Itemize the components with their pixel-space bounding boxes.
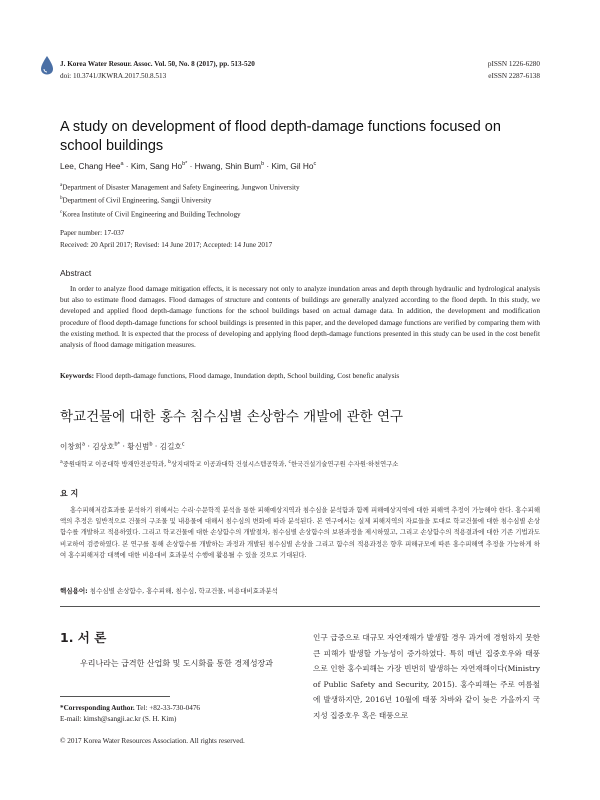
korean-keywords-text: 침수심별 손상함수, 홍수피해, 침수심, 학교건물, 비용대비효과분석 [89,587,278,595]
paper-title: A study on development of flood depth-damage functions focused on school buildings [60,119,501,154]
body-text-right: 인구 급증으로 대규모 자연재해가 발생할 경우 과거에 경험하지 못한 큰 피해가 발생할 가능성이 증가하였다. 특히 매년 집중호우와 태풍으로 인한 홍수피해는 가장 빈번히 발생하는 자연재해이다(Ministry of Public Safety and Security, 2015). 홍수피해는 주로 여름철에 발생하지만, 2016년 10월에 태풍 차바와 같이 늦은 가을까지 국지성 집중호우 혹은 태풍으로 [313,633,540,720]
doi[interactable]: doi: 10.3741/JKWRA.2017.50.8.513 [60,72,167,80]
paper-info [60,227,272,251]
author-list: Lee, Chang Hee$^a$ · Kim, Sang $Ho^{b*}$ · Hwang, Shin Bum$^b$ · Kim, Gil Ho$^c$ [60,161,317,171]
author-name: Lee, Chang Hee [60,161,121,171]
affiliations [60,180,300,220]
copyright: © 2017 Korea Water Resources Association. All rights reserved. [60,737,245,745]
issn-block [488,58,540,82]
abstract-text: In order to analyze flood damage mitigation effects, it is necessary not only to analyze inundation areas and depth through hydraulic and hydrological analysis but also to estimate flood damages. Flood damages of structure and contents of buildings are generally analyzed according to the flood depth. In this study, we developed and applied flood depth-damage functions for the school buildings based on actual damage data. In addition, the development and modification procedure of flood depth-damage functions for school buildings is presented in this paper, and the developed damage functions are verified by comparing them with the existing method. It is expected that the process of developing and applying flood depth-damage functions presented in this study can be used in the cost benefit analysis of flood damage mitigation measures. [60,284,540,350]
keywords-text: Flood depth-damage functions, Flood damage, Inundation depth, School building, Cost benefic analysis [95,371,400,380]
journal-header [60,58,255,82]
korean-author-list: 이창희$^a$ · 김상호$^{b*}$ · 황신범$^b$ · 김길호$^c$ [60,441,185,451]
korean-author-name: 황신범 [127,442,150,451]
korean-author-name: 김상호 [92,442,115,451]
affiliation-item: $^b$Department of Civil Engineering, Sangji University [60,196,212,205]
affiliation-item: $^a$Department of Disaster Management and Safety Engineering, Jungwon University [60,183,300,192]
pissn: pISSN 1226-6280 [487,60,540,68]
keywords-label: Keywords: [60,371,95,380]
paper-number: Paper number: 17-037 [60,229,125,237]
korean-title: 학교건물에 대한 홍수 침수심별 손상함수 개발에 관한 연구 [60,409,404,425]
abstract-heading: Abstract [60,268,92,278]
journal-citation: J. Korea Water Resour. Assoc. Vol. 50, No. 8 (2017), pp. 513-520 [60,60,255,68]
journal-logo [40,55,54,75]
corresponding-tel: Tel: +82-33-730-0476 [136,704,201,712]
section-divider [60,606,540,607]
korean-abstract-text: 홍수피해저감효과를 분석하기 위해서는 수리·수문학적 분석을 통한 피해예상지역과 침수심을 분석함과 함께 피해예상지역에 대한 피해액 추정이 가능해야 한다. 홍수피해액의 추정은 일반적으로 건물의 구조물 및 내용물에 대해서 침수심의 변화에 따라 분석된다. 본 연구에서는 실제 피해지역의 자료들을 토대로 학교건물에 대한 침수심별 손상함수를 개발하고 적용하였다. 그리고 학교건물에 대한 손상함수의 개발절차, 침수심별 손상함수의 보완과정을 제시하였고, 그리고 손상함수의 적용결과에 대한 기존 기법과도 비교하여 검증하였다. 본 연구를 통해 손상함수를 개발하는 과정과 개발된 침수심별 손상을 그리고 함수의 적용과정은 향후 피해규모에 따른 홍수피해액 추정을 가능하게 하여 홍수피해저감 대책에 대한 비용대비 효과분석 수행에 활용될 수 있을 것으로 기대된다. [60,506,540,559]
corresponding-email[interactable]: E-mail: kimsh@sangji.ac.kr (S. H. Kim) [60,715,177,723]
korean-author-name: 이창희 [60,442,83,451]
korean-keywords-label: 핵심용어: [60,587,88,595]
keywords [60,371,540,380]
korean-author-name: 김길호 [159,442,182,451]
eissn: eISSN 2287-6138 [488,72,540,80]
author-name: Hwang, Shin Bum [194,161,262,171]
section-heading: 1. 서 론 [60,630,107,645]
author-name: Kim, Sang Ho [130,161,183,171]
korean-keywords [60,586,278,595]
footnote-divider [60,696,170,697]
korean-abstract-heading: 요 지 [60,489,79,498]
author-name: Kim, Gil Ho [271,161,314,171]
paper-dates: Received: 20 April 2017; Revised: 14 June 2017; Accepted: 14 June 2017 [60,241,273,249]
affiliation-item: $^c$Korea Institute of Civil Engineering and Building Technology [60,209,241,219]
footnote [60,703,200,725]
corresponding-author-label: *Corresponding Author. [60,704,135,712]
body-text-left: 우리나라는 급격한 산업화 및 도시화를 통한 경제성장과 [80,659,273,668]
korean-affiliations: $^a$중원대학교 이공대학 방재안전공학과, $^b$상지대학교 이공과대학 건설시스템공학과, $^c$한국건설기술연구원 수자원·하천연구소 [60,459,399,468]
